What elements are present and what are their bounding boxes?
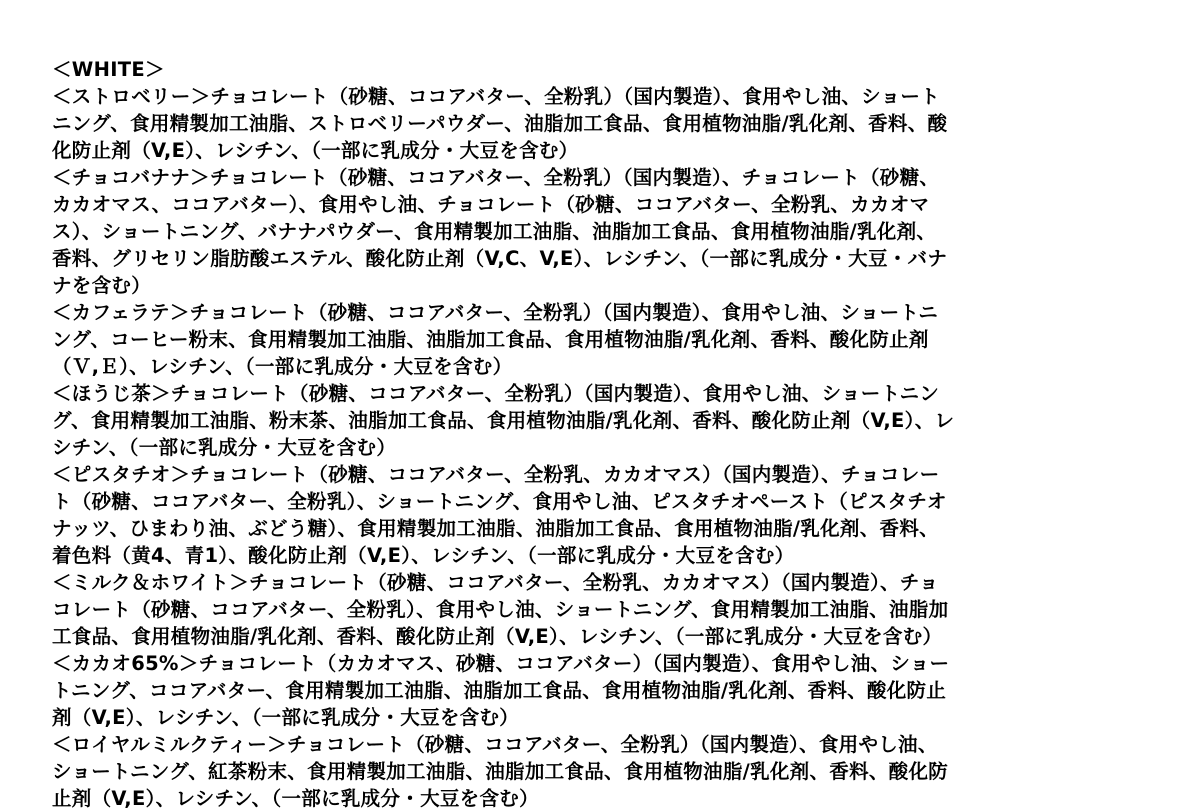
milk-white-line-1: ＜ミルク＆ホワイト＞チョコレート（砂糖、ココアバター、全粉乳、カカオマス）（国内製造）、チョ <box>52 571 939 594</box>
choco-banana-line-2: カカオマス、ココアバター）、食用やし油、チョコレート（砂糖、ココアバター、全粉乳、カカオマ <box>52 193 930 216</box>
pistachio-line-4: 着色料（黄4、青1）、酸化防止剤（V,E）、レシチン、（一部に乳成分・大豆を含む） <box>52 544 795 567</box>
hojicha-line-1: ＜ほうじ茶＞チョコレート（砂糖、ココアバター、全粉乳）（国内製造）、食用やし油、ショートニン <box>52 382 940 405</box>
cacao65-line-2: トニング、ココアバター、食用精製加工油脂、油脂加工食品、食用植物油脂/乳化剤、香料、酸化防止 <box>52 679 947 702</box>
royal-milk-tea-line-3: 止剤（V,E）、レシチン、（一部に乳成分・大豆を含む） <box>52 787 539 810</box>
milk-white-line-3: 工食品、食用植物油脂/乳化剤、香料、酸化防止剤（V,E）、レシチン、（一部に乳成分・大豆を含む） <box>52 625 943 648</box>
pistachio-line-3: ナッツ、ひまわり油、ぶどう糖）、食用精製加工油脂、油脂加工食品、食用植物油脂/乳化剤、香料、 <box>52 517 939 540</box>
choco-banana-line-3: ス）、ショートニング、バナナパウダー、食用精製加工油脂、油脂加工食品、食用植物油脂/乳化剤、 <box>52 220 937 243</box>
heading-white: ＜WHITE＞ <box>52 58 165 81</box>
cafe-latte-line-1: ＜カフェラテ＞チョコレート（砂糖、ココアバター、全粉乳）（国内製造）、食用やし油、ショートニ <box>52 301 939 324</box>
hojicha-line-3: シチン、（一部に乳成分・大豆を含む） <box>52 436 397 459</box>
cafe-latte-line-2: ング、コーヒー粉末、食用精製加工油脂、油脂加工食品、食用植物油脂/乳化剤、香料、酸化防止剤 <box>52 328 929 351</box>
cafe-latte-line-3: （Ｖ,Ｅ）、レシチン、（一部に乳成分・大豆を含む） <box>52 355 513 378</box>
milk-white-line-2: コレート（砂糖、ココアバター、全粉乳）、食用やし油、ショートニング、食用精製加工油脂、油脂加 <box>52 598 949 621</box>
royal-milk-tea-line-1: ＜ロイヤルミルクティー＞チョコレート（砂糖、ココアバター、全粉乳）（国内製造）、食用やし油、 <box>52 733 938 756</box>
pistachio-line-1: ＜ピスタチオ＞チョコレート（砂糖、ココアバター、全粉乳、カカオマス）（国内製造）、チョコレー <box>52 463 940 486</box>
cacao65-line-1: ＜カカオ65%＞チョコレート（カカオマス、砂糖、ココアバター）（国内製造）、食用やし油、ショー <box>52 652 950 675</box>
ingredients-list <box>52 56 1152 812</box>
choco-banana-line-1: ＜チョコバナナ＞チョコレート（砂糖、ココアバター、全粉乳）（国内製造）、チョコレート（砂糖、 <box>52 166 940 189</box>
cacao65-line-3: 剤（V,E）、レシチン、（一部に乳成分・大豆を含む） <box>52 706 520 729</box>
strawberry-line-3: 化防止剤（V,E）、レシチン、（一部に乳成分・大豆を含む） <box>52 139 579 162</box>
strawberry-line-2: ニング、食用精製加工油脂、ストロベリーパウダー、油脂加工食品、食用植物油脂/乳化剤、香料、酸 <box>52 112 948 135</box>
strawberry-line-1: ＜ストロベリー＞チョコレート（砂糖、ココアバター、全粉乳）（国内製造）、食用やし油、ショート <box>52 85 940 108</box>
choco-banana-line-4: 香料、グリセリン脂肪酸エステル、酸化防止剤（V,C、V,E）、レシチン、（一部に乳成分・大豆・バナ <box>52 247 948 270</box>
hojicha-line-2: グ、食用精製加工油脂、粉末茶、油脂加工食品、食用植物油脂/乳化剤、香料、酸化防止剤（V,E）、レ <box>52 409 955 432</box>
pistachio-line-2: ト（砂糖、ココアバター、全粉乳）、ショートニング、食用やし油、ピスタチオペースト（ピスタチオ <box>52 490 947 513</box>
royal-milk-tea-line-2: ショートニング、紅茶粉末、食用精製加工油脂、油脂加工食品、食用植物油脂/乳化剤、香料、酸化防 <box>52 760 949 783</box>
choco-banana-line-5: ナを含む） <box>52 274 152 297</box>
